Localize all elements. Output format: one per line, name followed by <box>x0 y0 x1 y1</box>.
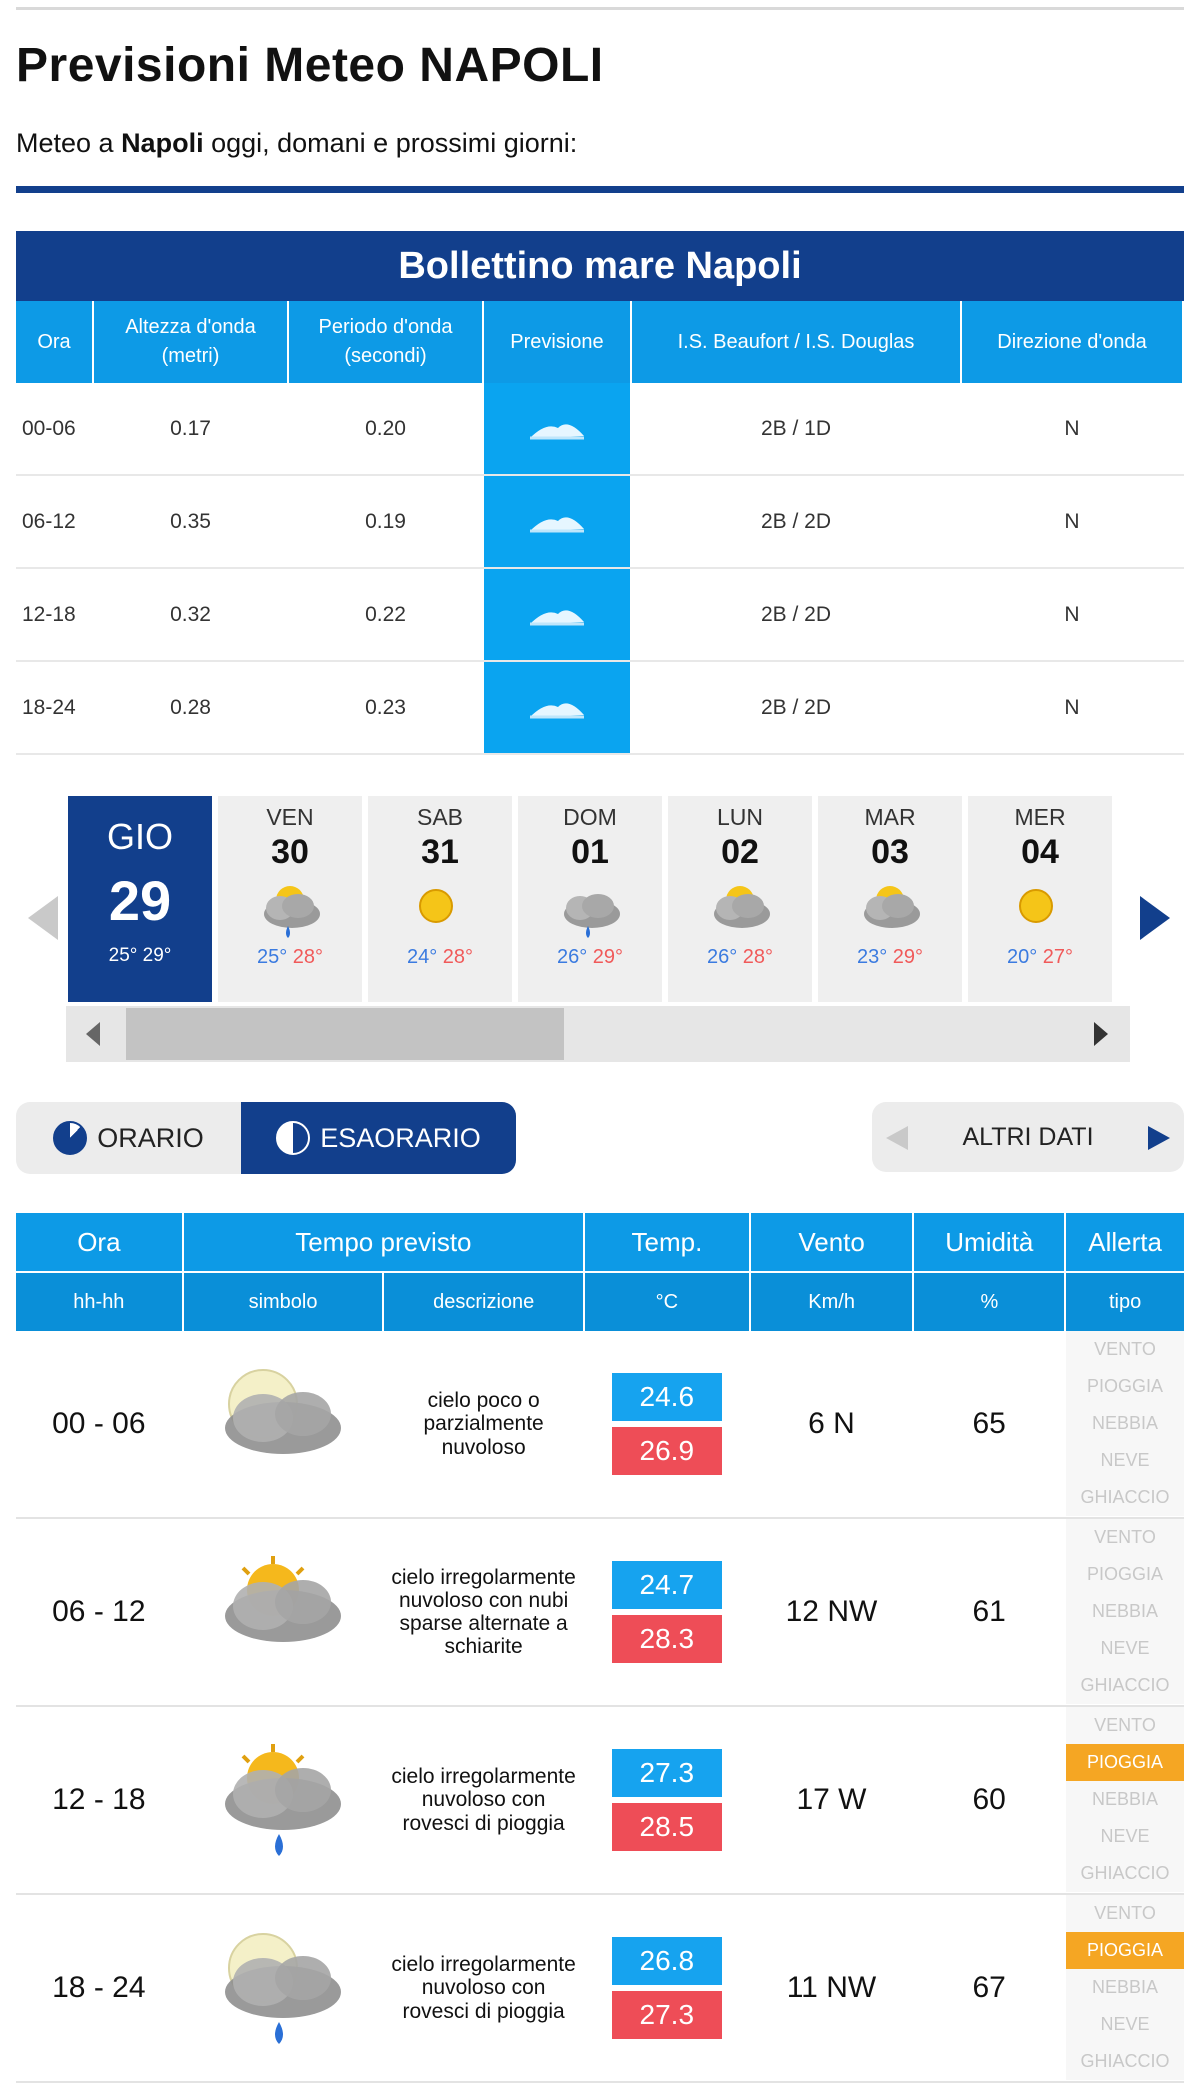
row-ora: 06 - 12 <box>52 1595 146 1628</box>
row-allerta <box>1066 1331 1184 1517</box>
day-name: VEN <box>266 804 314 830</box>
col-temp: Temp. <box>585 1213 749 1271</box>
temp-max: 26.9 <box>612 1427 722 1475</box>
day-name: MER <box>1014 804 1066 830</box>
scroll-left-icon[interactable] <box>86 1022 100 1046</box>
alert-neve: NEVE <box>1066 1442 1184 1479</box>
day-max: 29° <box>892 946 924 968</box>
sea-altezza: 0.35 <box>170 509 211 533</box>
sub-descrizione: descrizione <box>384 1273 583 1331</box>
subtitle-city: Napoli <box>121 128 204 158</box>
orario-label: ORARIO <box>97 1122 204 1153</box>
alert-vento: VENTO <box>1066 1519 1184 1556</box>
days-prev-arrow[interactable] <box>28 896 58 940</box>
alert-nebbia: NEBBIA <box>1066 1405 1184 1442</box>
sea-ora: 18-24 <box>22 695 76 719</box>
sub-ora: hh-hh <box>16 1273 182 1331</box>
day-max: 29° <box>142 945 172 966</box>
row-descrizione: cielo irregolarmente nuvoloso con rovesci di pioggia <box>391 1953 576 2023</box>
sea-altezza: 0.32 <box>170 602 211 626</box>
row-allerta <box>1066 1707 1184 1893</box>
day-number: 29 <box>108 869 172 932</box>
title-divider <box>16 186 1184 193</box>
alert-pioggia: PIOGGIA <box>1066 1744 1184 1781</box>
sea-bulletin-table <box>16 231 1184 755</box>
day-min: 26° <box>706 946 738 968</box>
page-title: Previsioni Meteo NAPOLI <box>16 39 604 92</box>
wave-icon <box>484 569 630 660</box>
sub-umidita: % <box>914 1273 1064 1331</box>
sea-col-periodo: Periodo d'onda (secondi) <box>289 301 482 383</box>
cloud-rain-icon <box>550 880 630 940</box>
sun-icon <box>1000 880 1080 940</box>
alert-neve: NEVE <box>1066 1630 1184 1667</box>
forecast-subheader-row <box>16 1273 1184 1331</box>
day-temps <box>668 946 812 969</box>
sun-icon <box>400 880 480 940</box>
temp-max: 28.3 <box>612 1615 722 1663</box>
sea-ora: 06-12 <box>22 509 76 533</box>
day-name: MAR <box>864 804 916 830</box>
orario-button[interactable] <box>16 1102 241 1174</box>
sea-scala: 2B / 1D <box>760 416 832 440</box>
day-name: LUN <box>716 804 763 830</box>
alert-neve: NEVE <box>1066 2006 1184 2043</box>
temp-min: 27.3 <box>612 1749 722 1797</box>
alert-ghiaccio: GHIACCIO <box>1066 1479 1184 1516</box>
day-temps <box>518 946 662 969</box>
alert-nebbia: NEBBIA <box>1066 1969 1184 2006</box>
clock-icon <box>53 1121 87 1155</box>
temp-min: 26.8 <box>612 1937 722 1985</box>
alert-nebbia: NEBBIA <box>1066 1781 1184 1818</box>
wave-icon <box>484 662 630 753</box>
day-max: 29° <box>592 946 624 968</box>
row-vento: 17 W <box>796 1783 867 1816</box>
alert-pioggia: PIOGGIA <box>1066 1932 1184 1969</box>
sea-row <box>16 662 1184 755</box>
row-umidita: 61 <box>972 1595 1006 1628</box>
row-umidita: 60 <box>972 1783 1006 1816</box>
alert-vento: VENTO <box>1066 1331 1184 1368</box>
scroll-right-icon[interactable] <box>1094 1022 1108 1046</box>
sub-temp: °C <box>585 1273 749 1331</box>
day-temps <box>68 945 212 967</box>
row-temps <box>585 1519 749 1705</box>
day-temps <box>968 946 1112 969</box>
temp-min: 24.6 <box>612 1373 722 1421</box>
col-allerta: Allerta <box>1066 1213 1184 1271</box>
row-temps <box>585 1895 749 2081</box>
row-allerta <box>1066 1519 1184 1705</box>
row-descrizione: cielo poco o parzialmente nuvoloso <box>423 1389 544 1459</box>
sea-altezza: 0.17 <box>170 416 211 440</box>
alert-ghiaccio: GHIACCIO <box>1066 2043 1184 2080</box>
sun-cloud-icon <box>184 1519 383 1705</box>
day-card-gio[interactable] <box>68 796 212 1002</box>
day-temps <box>218 946 362 969</box>
temp-min: 24.7 <box>612 1561 722 1609</box>
alert-vento: VENTO <box>1066 1707 1184 1744</box>
day-number: 30 <box>271 833 309 871</box>
alert-nebbia: NEBBIA <box>1066 1593 1184 1630</box>
cloud-rain-sun-icon <box>250 880 330 940</box>
row-vento: 12 NW <box>785 1595 878 1628</box>
sea-ora: 12-18 <box>22 602 76 626</box>
day-min: 25° <box>108 945 138 966</box>
sea-col-previsione: Previsione <box>484 301 630 383</box>
sea-periodo: 0.23 <box>365 695 406 719</box>
alert-ghiaccio: GHIACCIO <box>1066 1855 1184 1892</box>
moon-cloud-icon <box>184 1331 383 1517</box>
row-vento: 11 NW <box>786 1971 877 2004</box>
forecast-row <box>16 1707 1184 1895</box>
cloud-sun-icon <box>700 880 780 940</box>
row-ora: 12 - 18 <box>52 1783 146 1816</box>
sea-col-altezza: Altezza d'onda (metri) <box>94 301 287 383</box>
day-card-ven[interactable] <box>218 796 362 1002</box>
view-toggle <box>16 1102 516 1174</box>
sea-direzione: N <box>1064 509 1080 533</box>
col-ora: Ora <box>16 1213 182 1271</box>
col-umidita: Umidità <box>914 1213 1064 1271</box>
sea-bulletin-title: Bollettino mare Napoli <box>16 231 1184 301</box>
half-clock-icon <box>276 1121 310 1155</box>
days-scrollbar-thumb[interactable] <box>126 1008 564 1060</box>
altri-prev-icon[interactable] <box>886 1126 908 1150</box>
day-min: 23° <box>856 946 888 968</box>
day-max: 28° <box>442 946 474 968</box>
day-name: DOM <box>563 804 617 830</box>
sea-direzione: N <box>1064 695 1080 719</box>
day-min: 20° <box>1006 946 1038 968</box>
sea-col-direzione: Direzione d'onda <box>962 301 1182 383</box>
day-number: 02 <box>721 833 759 871</box>
forecast-row <box>16 1895 1184 2083</box>
sea-direzione: N <box>1064 416 1080 440</box>
row-umidita: 67 <box>972 1971 1006 2004</box>
page-subtitle <box>16 128 577 159</box>
row-ora: 00 - 06 <box>52 1407 146 1440</box>
sea-scala: 2B / 2D <box>760 509 832 533</box>
sea-col-ora: Ora <box>16 301 92 383</box>
row-temps <box>585 1331 749 1517</box>
forecast-header-row <box>16 1213 1184 1271</box>
temp-max: 27.3 <box>612 1991 722 2039</box>
sea-periodo: 0.19 <box>365 509 406 533</box>
sun-cloud-rain-icon <box>184 1707 383 1893</box>
day-max: 28° <box>292 946 324 968</box>
col-vento: Vento <box>751 1213 913 1271</box>
esaorario-label: ESAORARIO <box>320 1122 481 1153</box>
sub-simbolo: simbolo <box>184 1273 383 1331</box>
forecast-table <box>16 1213 1184 2083</box>
sea-row <box>16 569 1184 662</box>
row-descrizione: cielo irregolarmente nuvoloso con nubi sparse alternate a schiarite <box>391 1565 576 1659</box>
sea-row <box>16 476 1184 569</box>
day-number: 03 <box>871 833 909 871</box>
day-min: 26° <box>556 946 588 968</box>
col-tempo: Tempo previsto <box>184 1213 583 1271</box>
forecast-row <box>16 1519 1184 1707</box>
sea-ora: 00-06 <box>22 416 76 440</box>
sea-periodo: 0.20 <box>365 416 406 440</box>
day-number: 31 <box>421 833 459 871</box>
sea-scala: 2B / 2D <box>760 602 832 626</box>
day-name: GIO <box>106 816 173 857</box>
alert-ghiaccio: GHIACCIO <box>1066 1667 1184 1704</box>
sea-row <box>16 383 1184 476</box>
day-card-lun[interactable] <box>668 796 812 1002</box>
row-allerta <box>1066 1895 1184 2081</box>
days-next-arrow[interactable] <box>1140 896 1170 940</box>
alert-neve: NEVE <box>1066 1818 1184 1855</box>
day-min: 24° <box>406 946 438 968</box>
sea-scala: 2B / 2D <box>760 695 832 719</box>
moon-cloud-rain-icon <box>184 1895 383 2081</box>
day-temps <box>818 946 962 969</box>
sea-col-scala: I.S. Beaufort / I.S. Douglas <box>632 301 960 383</box>
cloud-sun-icon <box>850 880 930 940</box>
altri-dati-button[interactable] <box>872 1102 1184 1172</box>
wave-icon <box>484 476 630 567</box>
row-vento: 6 N <box>808 1407 855 1440</box>
row-descrizione: cielo irregolarmente nuvoloso con rovesci di pioggia <box>391 1765 576 1835</box>
alert-pioggia: PIOGGIA <box>1066 1556 1184 1593</box>
subtitle-prefix: Meteo a <box>16 128 122 158</box>
row-umidita: 65 <box>972 1407 1006 1440</box>
wave-icon <box>484 383 630 474</box>
alert-vento: VENTO <box>1066 1895 1184 1932</box>
day-number: 04 <box>1021 833 1059 871</box>
sea-periodo: 0.22 <box>365 602 406 626</box>
day-temps <box>368 946 512 969</box>
sub-allerta: tipo <box>1066 1273 1184 1331</box>
alert-pioggia: PIOGGIA <box>1066 1368 1184 1405</box>
day-max: 28° <box>742 946 774 968</box>
esaorario-button[interactable] <box>241 1102 516 1174</box>
sea-altezza: 0.28 <box>170 695 211 719</box>
day-min: 25° <box>256 946 288 968</box>
subtitle-suffix: oggi, domani e prossimi giorni: <box>203 128 578 158</box>
forecast-row <box>16 1331 1184 1519</box>
altri-dati-label: ALTRI DATI <box>962 1122 1094 1151</box>
temp-max: 28.5 <box>612 1803 722 1851</box>
sea-header-row <box>16 301 1184 383</box>
altri-next-icon[interactable] <box>1148 1126 1170 1150</box>
day-card-mar[interactable] <box>818 796 962 1002</box>
day-card-mer[interactable] <box>968 796 1112 1002</box>
day-card-sab[interactable] <box>368 796 512 1002</box>
day-max: 27° <box>1042 946 1074 968</box>
row-ora: 18 - 24 <box>52 1971 146 2004</box>
sub-vento: Km/h <box>751 1273 913 1331</box>
top-divider <box>16 7 1184 10</box>
day-card-dom[interactable] <box>518 796 662 1002</box>
day-name: SAB <box>416 804 464 830</box>
day-number: 01 <box>571 833 609 871</box>
row-temps <box>585 1707 749 1893</box>
sea-direzione: N <box>1064 602 1080 626</box>
